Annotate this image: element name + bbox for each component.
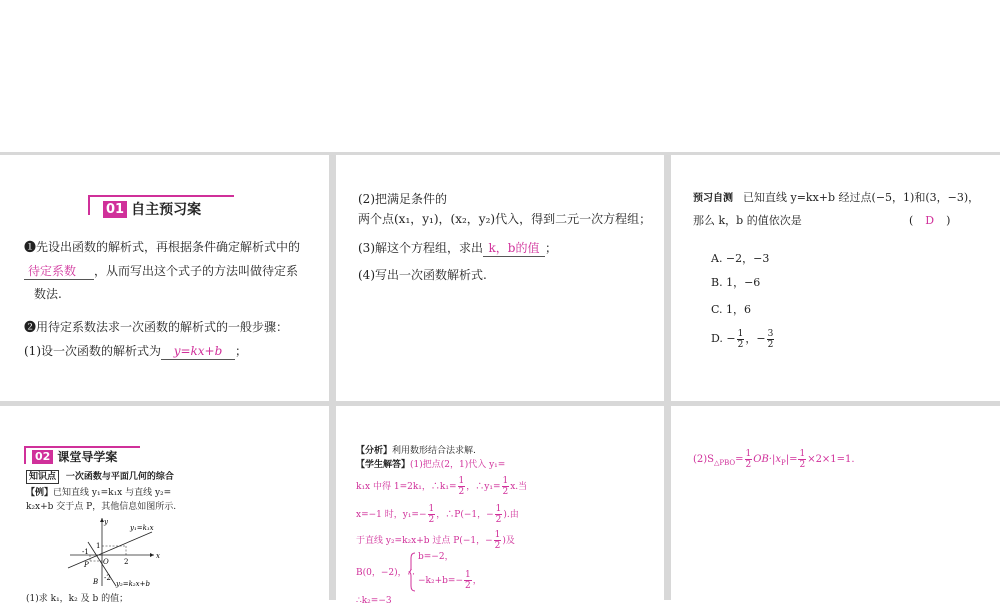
knowledge-point-title: 一次函数与平面几何的综合 bbox=[65, 472, 174, 482]
item1-line3: 数法. bbox=[34, 287, 62, 301]
panel-preview-section bbox=[0, 155, 329, 401]
fraction: $\frac{1}{2}$ bbox=[465, 570, 471, 591]
example-line1: 【例】已知直线 y₁=k₁x 与直线 y₂= bbox=[26, 488, 172, 498]
section-number: 02 bbox=[32, 450, 53, 464]
section-title: 课堂导学案 bbox=[57, 450, 118, 464]
graph-y-label: y bbox=[104, 518, 108, 526]
step2-line1: (2)把满足条件的 bbox=[358, 192, 447, 206]
graph-line2-label: y₂=k₂x+b bbox=[116, 580, 150, 588]
item2-bullet: ❷ bbox=[24, 320, 37, 334]
solution-line5: B(0，−2)，∴ bbox=[356, 568, 416, 578]
question-line1: 预习自测 已知直线 y=kx+b 经过点(−5，1)和(3，−3)， bbox=[693, 191, 980, 204]
item1-bullet: ❶ bbox=[24, 240, 37, 254]
step3-line: (3)解这个方程组，求出 k，b的值 ； bbox=[358, 241, 558, 255]
panel-steps-continued bbox=[336, 155, 664, 401]
fraction: $\frac{1}{2}$ bbox=[799, 449, 806, 470]
blank-answer-formula: y=kx+b bbox=[161, 343, 235, 360]
step1-line: (1)设一次函数的解析式为 y=kx+b ； bbox=[24, 344, 248, 358]
graph-line1-label: y₁=k₁x bbox=[130, 524, 154, 532]
section-header-bracket bbox=[88, 195, 234, 197]
fraction: $\frac{1}{2}$ bbox=[502, 476, 509, 497]
section-number: 01 bbox=[103, 201, 127, 218]
fraction: $\frac{1}{2}$ bbox=[495, 504, 502, 525]
panel-analysis-solution bbox=[336, 406, 664, 606]
option-d: D. − $\frac{1}{2}$ ，− $\frac{3}{2}$ bbox=[711, 328, 774, 350]
analysis-line: 【分析】利用数形结合法求解. bbox=[356, 446, 476, 456]
section-header-bracket-left bbox=[24, 446, 26, 464]
graph-tick-2: 2 bbox=[124, 558, 129, 566]
function-graph bbox=[66, 514, 166, 588]
example-line2: k₂x+b 交于点 P，其他信息如图所示. bbox=[26, 502, 177, 512]
solution-line3: x=−1 时，y₁=− $\frac{1}{2}$ ，∴P(−1，− $\frac{1}{2}$ ).由 bbox=[356, 504, 519, 525]
graph-tick-m1: -1 bbox=[82, 548, 89, 556]
solution-line-partial: ∴k₂=−3 bbox=[356, 596, 392, 606]
panel-area-solution bbox=[671, 406, 1000, 600]
system-brace bbox=[408, 552, 416, 592]
step4-line: (4)写出一次函数解析式. bbox=[358, 268, 487, 282]
graph-x-label: x bbox=[156, 552, 160, 560]
section-header bbox=[103, 199, 201, 219]
knowledge-point-line bbox=[26, 470, 174, 484]
fraction: $\frac{3}{2}$ bbox=[767, 328, 774, 350]
section-title: 自主预习案 bbox=[131, 202, 202, 218]
item1-line2: 待定系数 ，从而写出这个式子的方法叫做待定系 bbox=[24, 263, 298, 280]
solution-line1: 【学生解答】(1)把点(2，1)代入 y₁= bbox=[356, 460, 506, 470]
item1-line1: ❶先设出函数的解析式，再根据条件确定解析式中的 bbox=[24, 240, 301, 254]
panel-self-test bbox=[671, 155, 1000, 401]
graph-point-p: P bbox=[84, 561, 89, 569]
item2-line1: ❷用待定系数法求一次函数的解析式的一般步骤： bbox=[24, 320, 289, 334]
question1-partial: (1)求 k₁，k₂ 及 b 的值； bbox=[26, 594, 129, 604]
graph-tick-1: 1 bbox=[96, 542, 101, 550]
option-b: B. 1，−6 bbox=[711, 276, 761, 289]
system-eq1: b=−2， bbox=[418, 552, 454, 562]
fraction: $\frac{1}{2}$ bbox=[494, 530, 501, 551]
answer-bracket: ( D ) bbox=[909, 214, 951, 227]
solution-line4: 于直线 y₂=k₂x+b 过点 P(−1，− $\frac{1}{2}$ )及 bbox=[356, 530, 515, 551]
section-header bbox=[32, 448, 117, 465]
system-eq2: −k₂+b=− $\frac{1}{2}$ ， bbox=[418, 570, 482, 591]
blank-answer-daiding: 待定系数 bbox=[24, 263, 94, 280]
self-test-label: 预习自测 bbox=[693, 193, 733, 204]
solution-line2: k₁x 中得 1=2k₁，∴k₁= $\frac{1}{2}$ ，∴y₁= $\frac{1}{2}$ x.当 bbox=[356, 476, 528, 497]
fraction: $\frac{1}{2}$ bbox=[428, 504, 435, 525]
top-blank-area bbox=[0, 0, 1000, 152]
knowledge-point-badge: 知识点 bbox=[26, 470, 59, 484]
question-line2: 那么 k，b 的值依次是 bbox=[693, 214, 802, 227]
area-formula-line: $(2)S_{\triangle PBO}=$ $\frac{1}{2}$ $OB\cdot|x_P|=$ $\frac{1}{2}$ ×2×1=1. bbox=[693, 449, 855, 470]
panel-classroom-guide bbox=[0, 406, 329, 604]
graph-origin-label: O bbox=[103, 558, 109, 566]
section-header-bracket-left bbox=[88, 195, 90, 215]
blank-answer-kb: k，b的值 bbox=[483, 240, 545, 257]
step2-line2: 两个点(x₁，y₁)，(x₂，y₂)代入，得到二元一次方程组； bbox=[358, 212, 652, 226]
fraction: $\frac{1}{2}$ bbox=[737, 328, 744, 350]
graph-point-b: B bbox=[93, 578, 99, 586]
fraction: $\frac{1}{2}$ bbox=[745, 449, 752, 470]
option-c: C. 1，6 bbox=[711, 303, 752, 316]
fraction: $\frac{1}{2}$ bbox=[458, 476, 465, 497]
answer-choice: D bbox=[925, 214, 935, 227]
graph-tick-m2: -2 bbox=[104, 574, 111, 582]
option-a: A. −2，−3 bbox=[711, 252, 770, 265]
